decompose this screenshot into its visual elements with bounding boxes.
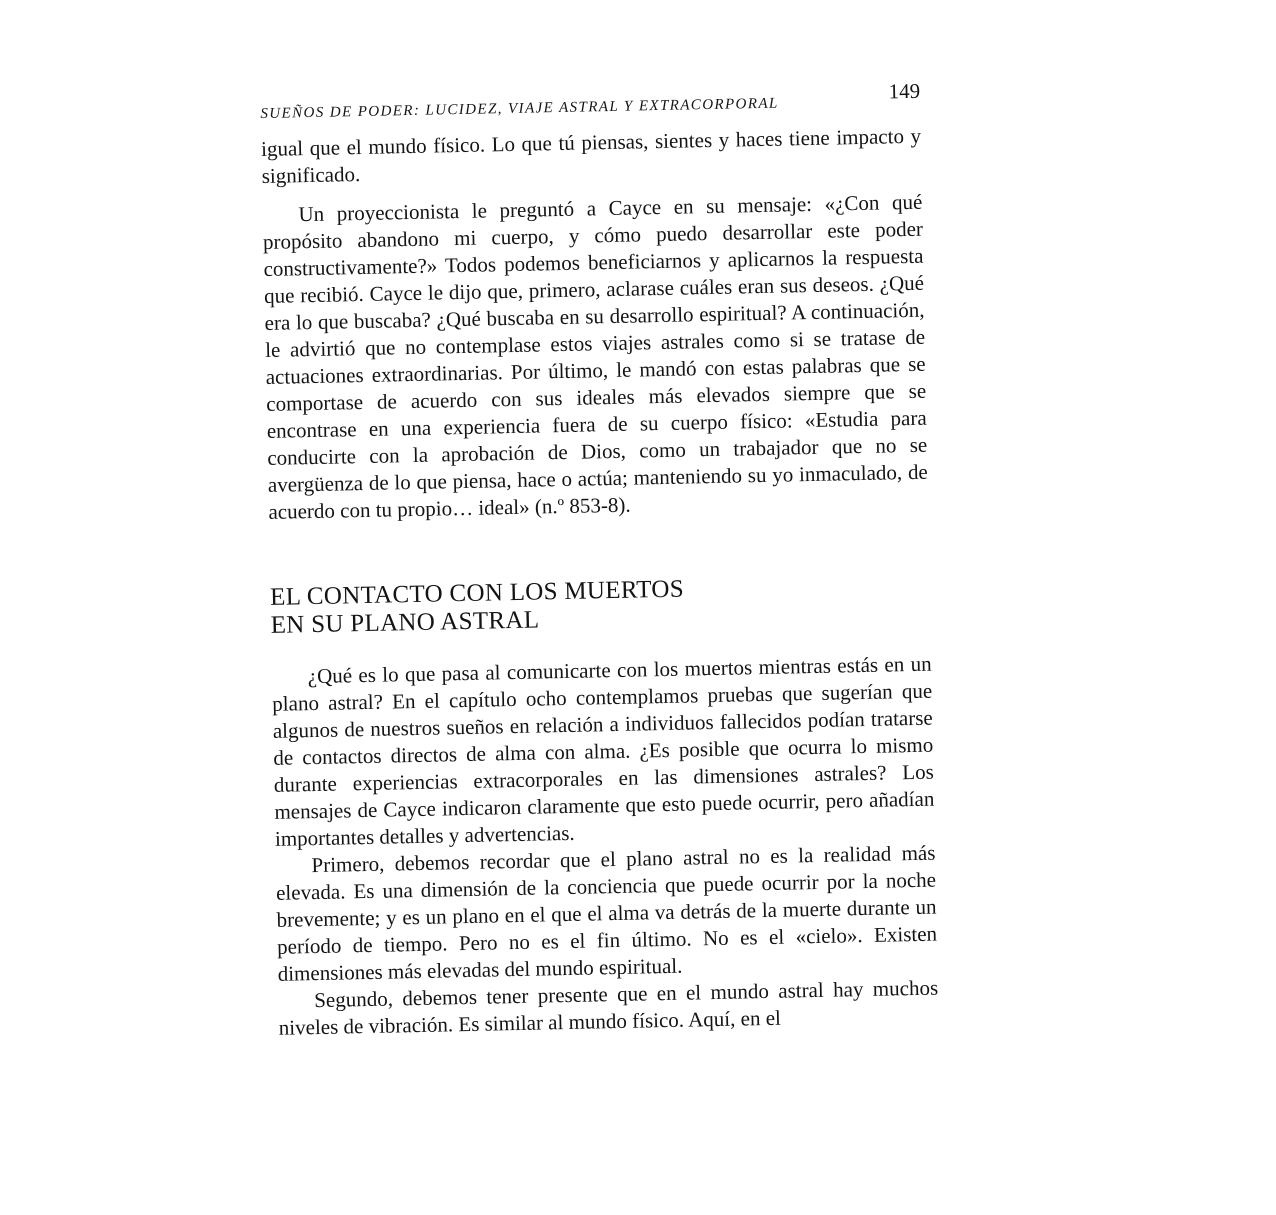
body-text xyxy=(261,123,939,1042)
section-heading xyxy=(270,571,931,640)
running-head-title: SUEÑOS DE PODER: LUCIDEZ, VIAJE ASTRAL Y EXTRACORPORAL xyxy=(260,95,779,122)
text-block xyxy=(260,79,939,1042)
page-number: 149 xyxy=(888,78,921,104)
paragraph-continuation: igual que el mundo físico. Lo que tú piensas, sientes y haces tiene impacto y significado. xyxy=(260,123,922,188)
paragraph-cayce-question: Un proyeccionista le preguntó a Cayce en su mensaje: «¿Con qué propósito abandono mi cuerpo, y cómo puedo desarrollar este poder constructivamente?» Todos podemos beneficiarnos y aplicarnos la respuesta que recibió. Cayce le dijo que, primero, aclarase cuáles eran sus deseos. ¿Qué era lo que buscaba? ¿Qué buscaba en su desarrollo espiritual? A continuación, le advirtió que no contemplase estos viajes astrales como si se tratase de actuaciones extraordinarias. Por último, le mandó con estas palabras que se comportase de acuerdo con sus ideales más elevados siempre que se encontrase en una experiencia fuera de su cuerpo físico: «Estudia para conducirte con la aprobación de Dios, como un trabajador que no se avergüenza de lo que piensa, hace o actúa; manteniendo su yo inmaculado, de acuerdo con tu propio… ideal» (n.º 853-8). xyxy=(262,189,928,524)
section-heading-line-1: EL CONTACTO CON LOS MUERTOS xyxy=(269,575,685,611)
paragraph-contact-dead: ¿Qué es lo que pasa al comunicarte con los muertos mientras estás en un plano astral? En el capítulo ocho contemplamos pruebas que sugerían que algunos de nuestros sueños en relación a individuos fallecidos podían tratarse de contactos directos de alma con alma. ¿Es posible que ocurra lo mismo durante experiencias extracorporales en las dimensiones astrales? Los mensajes de Cayce indicaron claramente que esto puede ocurrir, pero añadían importantes detalles y advertencias. xyxy=(272,651,935,851)
paragraph-first-point: Primero, debemos recordar que el plano astral no es la realidad más elevada. Es una dimensión de la conciencia que puede ocurrir por la noche brevemente; y es un plano en el que el alma va detrás de la muerte durante un período de tiempo. Pero no es el fin último. No es el «cielo». Existen dimensiones más elevadas del mundo espiritual. xyxy=(275,840,938,986)
section-heading-line-2: EN SU PLANO ASTRAL xyxy=(270,606,540,639)
paragraph-second-point: Segundo, debemos tener presente que en el mundo astral hay muchos niveles de vibración. Es similar al mundo físico. Aquí, en el xyxy=(278,975,939,1040)
